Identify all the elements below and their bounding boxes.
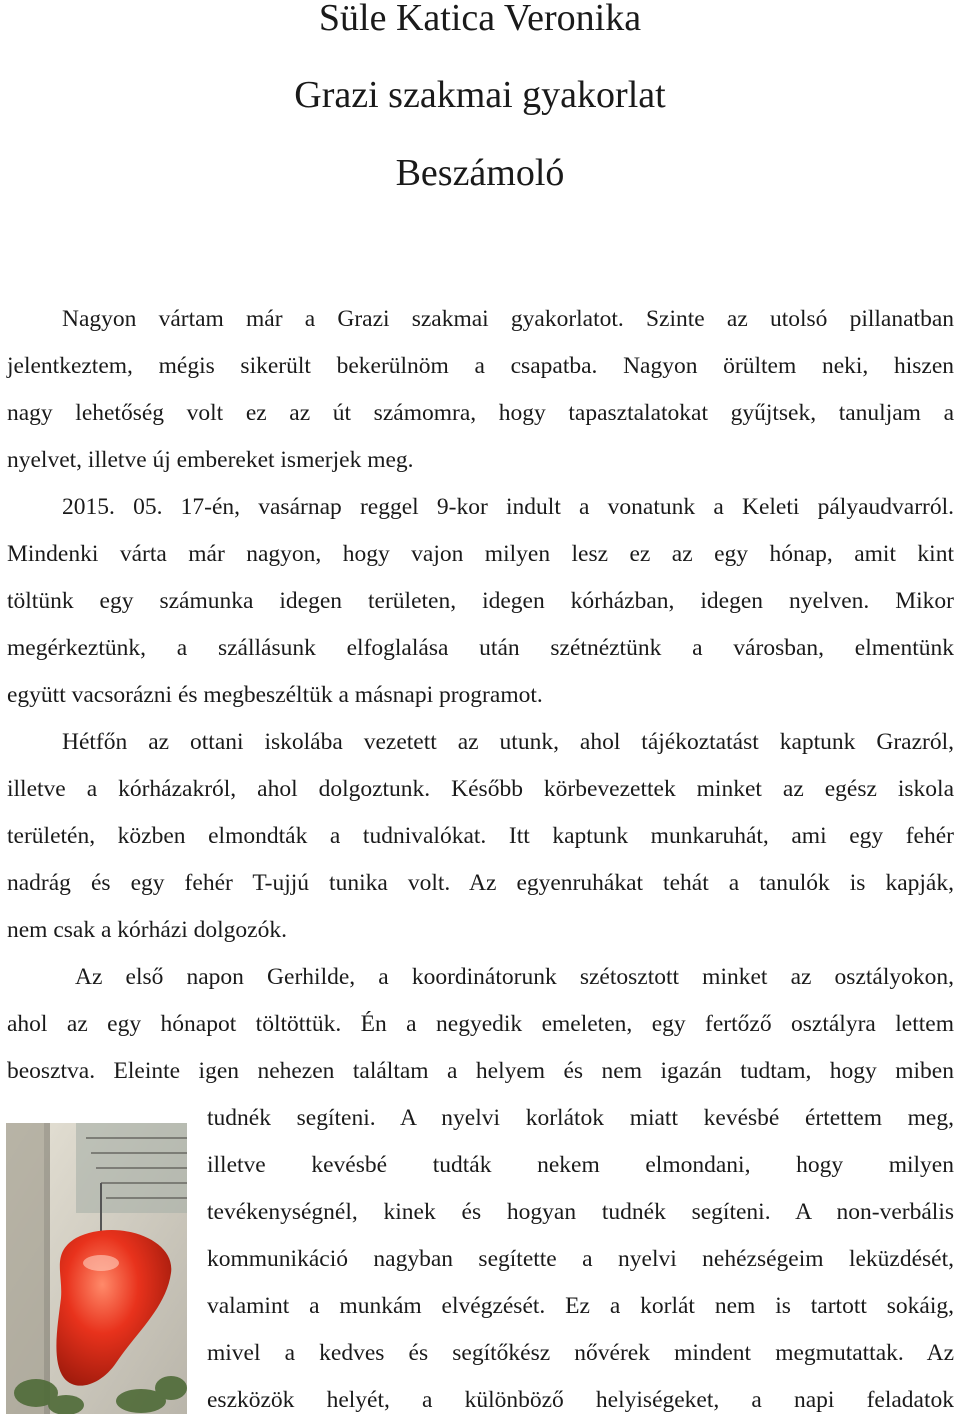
text-line: illetve kevésbé tudták nekem elmondani, hogy milyen: [207, 1152, 954, 1178]
text-line: megérkeztünk, a szállásunk elfoglalása után szétnéztünk a városban, elmentünk: [7, 635, 954, 661]
text-line: nem csak a kórházi dolgozók.: [7, 917, 287, 943]
text-line: Nagyon vártam már a Grazi szakmai gyakorlatot. Szinte az utolsó pillanatban: [62, 306, 954, 332]
text-line: beosztva. Eleinte igen nehezen találtam a helyem és nem igazán tudtam, hogy miben: [7, 1058, 954, 1084]
text-line: jelentkeztem, mégis sikerült bekerülnöm a csapatba. Nagyon örültem neki, hiszen: [7, 353, 954, 379]
text-line: eszközök helyét, a különböző helyiségeket, a napi feladatok: [207, 1387, 954, 1413]
text-line: kommunikáció nagyban segítette a nyelvi nehézségeim leküzdését,: [207, 1246, 954, 1272]
text-line: Az első napon Gerhilde, a koordinátorunk szétosztott minket az osztályokon,: [75, 964, 954, 990]
document-type: Beszámoló: [395, 152, 565, 194]
text-line: 2015. 05. 17-én, vasárnap reggel 9-kor indult a vonatunk a Keleti pályaudvarról.: [62, 494, 954, 520]
text-line: Mindenki várta már nagyon, hogy vajon milyen lesz ez az egy hónap, amit kint: [7, 541, 954, 567]
photo-image: [6, 1123, 187, 1414]
author-name: Süle Katica Veronika: [318, 0, 642, 39]
text-line: illetve a kórházakról, ahol dolgoztunk. Később körbevezettek minket az egész iskola: [7, 776, 954, 802]
sculpture-photo-icon: [6, 1123, 187, 1414]
text-line: nagy lehetőség volt ez az út számomra, hogy tapasztalatokat gyűjtsek, tanuljam a: [7, 400, 954, 426]
text-line: nadrág és egy fehér T-ujjú tunika volt. Az egyenruhákat tehát a tanulók is kapják,: [7, 870, 954, 896]
text-line: valamint a munkám elvégzését. Ez a korlát nem is tartott sokáig,: [207, 1293, 954, 1319]
text-line: tudnék segíteni. A nyelvi korlátok miatt kevésbé értettem meg,: [207, 1105, 954, 1131]
text-line: Hétfőn az ottani iskolába vezetett az utunk, ahol tájékoztatást kaptunk Grazról,: [62, 729, 954, 755]
document-subtitle: Grazi szakmai gyakorlat: [294, 74, 666, 116]
text-line: területén, közben elmondták a tudnivalókat. Itt kaptunk munkaruhát, ami egy fehér: [7, 823, 954, 849]
text-line: mivel a kedves és segítőkész nővérek mindent megmutattak. Az: [207, 1340, 954, 1366]
text-line: tevékenységnél, kinek és hogyan tudnék segíteni. A non-verbális: [207, 1199, 954, 1225]
text-line: töltünk egy számunka idegen területen, idegen kórházban, idegen nyelven. Mikor: [7, 588, 954, 614]
text-line: ahol az egy hónapot töltöttük. Én a negyedik emeleten, egy fertőző osztályra lettem: [7, 1011, 954, 1037]
text-line: nyelvet, illetve új embereket ismerjek meg.: [7, 447, 414, 473]
text-line: együtt vacsorázni és megbeszéltük a másnapi programot.: [7, 682, 543, 708]
